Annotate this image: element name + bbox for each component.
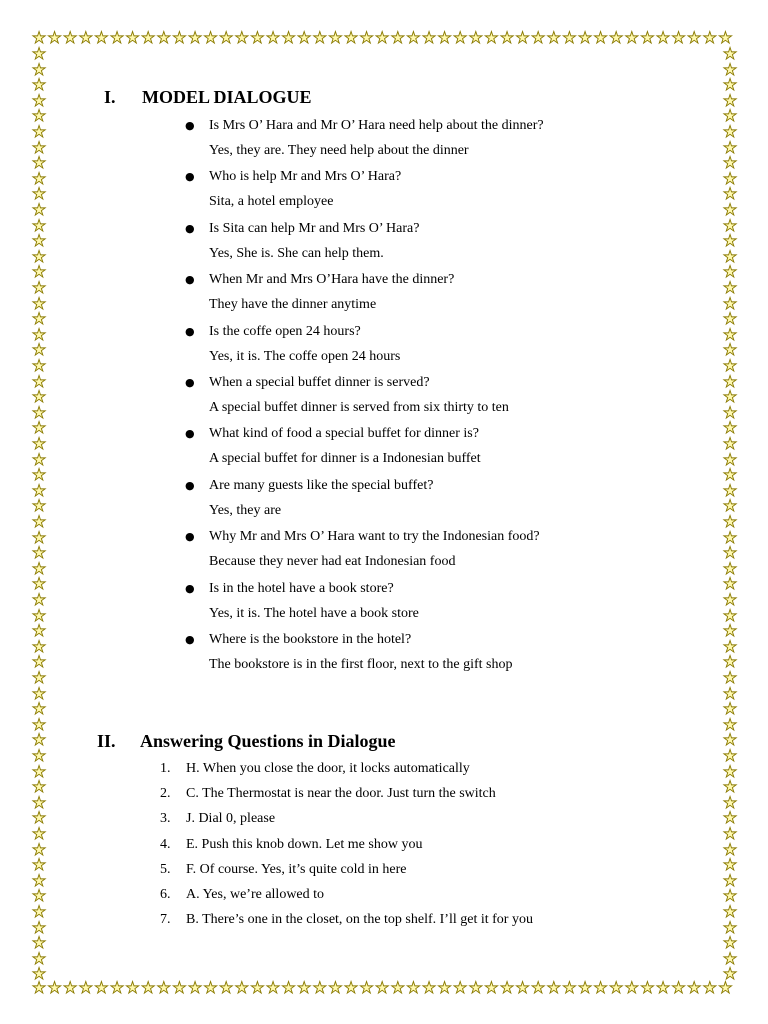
- star-icon: ★: [722, 402, 738, 422]
- star-icon: ★: [219, 28, 234, 47]
- star-icon: ★: [375, 28, 390, 47]
- bullet-icon: ●: [185, 119, 195, 132]
- star-icon: ★: [722, 621, 738, 641]
- question-text: Where is the bookstore in the hotel?: [209, 632, 412, 647]
- star-icon: ★: [722, 558, 738, 578]
- star-icon: ★: [722, 90, 738, 110]
- question-text: What kind of food a special buffet for dinner is?: [209, 426, 479, 442]
- star-icon: ★: [468, 28, 483, 47]
- star-icon: ★: [265, 28, 281, 47]
- star-icon: ★: [722, 636, 738, 656]
- star-icon: ★: [31, 28, 47, 47]
- star-icon: ★: [722, 839, 738, 859]
- star-icon: ★: [31, 527, 47, 547]
- star-icon: ★: [722, 200, 738, 219]
- star-icon: ★: [203, 978, 218, 997]
- star-icon: ★: [31, 574, 47, 594]
- star-icon: ★: [546, 28, 561, 47]
- star-icon: ★: [577, 28, 593, 47]
- item-number: 4.: [160, 836, 171, 852]
- star-icon: ★: [31, 870, 47, 890]
- bullet-icon: ●: [185, 170, 195, 184]
- star-icon: ★: [722, 480, 738, 500]
- star-icon: ★: [531, 978, 546, 997]
- star-icon: ★: [31, 465, 47, 485]
- star-icon: ★: [31, 418, 47, 438]
- item-text: F. Of course. Yes, it’s quite cold in here: [186, 861, 407, 877]
- star-icon: ★: [31, 402, 47, 422]
- star-icon: ★: [31, 215, 47, 235]
- star-icon: ★: [187, 28, 203, 47]
- star-icon: ★: [375, 978, 390, 997]
- star-icon: ★: [63, 28, 78, 47]
- star-icon: ★: [722, 324, 738, 344]
- star-icon: ★: [312, 978, 327, 997]
- question-text: Who is help Mr and Mrs O’ Hara?: [209, 169, 402, 185]
- answer-text: A special buffet for dinner is a Indonesian buffet: [209, 451, 481, 467]
- star-icon: ★: [234, 978, 249, 997]
- star-icon: ★: [31, 917, 47, 937]
- star-icon: ★: [687, 28, 702, 47]
- star-icon: ★: [31, 90, 47, 110]
- star-icon: ★: [722, 512, 738, 531]
- star-icon: ★: [453, 28, 468, 47]
- star-icon: ★: [78, 978, 93, 997]
- bullet-icon: ●: [185, 221, 195, 235]
- item-number: 5.: [160, 861, 171, 877]
- star-icon: ★: [31, 824, 47, 843]
- star-icon: ★: [718, 978, 733, 997]
- item-text: B. There’s one in the closet, on the top shelf. I’ll get it for you: [186, 912, 533, 928]
- star-icon: ★: [722, 153, 738, 173]
- star-icon: ★: [722, 699, 738, 719]
- answer-text: They have the dinner anytime: [209, 297, 377, 313]
- star-icon: ★: [281, 28, 296, 47]
- star-icon: ★: [499, 978, 515, 997]
- star-icon: ★: [722, 948, 738, 968]
- star-icon: ★: [722, 792, 738, 812]
- star-icon: ★: [562, 978, 577, 997]
- item-text: C. The Thermostat is near the door. Just turn the switch: [186, 786, 496, 802]
- star-icon: ★: [722, 808, 738, 828]
- star-icon: ★: [722, 449, 738, 469]
- star-icon: ★: [722, 605, 738, 625]
- answer-text: Yes, they are. They need help about the dinner: [209, 143, 469, 158]
- star-icon: ★: [722, 652, 738, 672]
- star-icon: ★: [722, 496, 738, 516]
- star-icon: ★: [31, 839, 47, 859]
- star-icon: ★: [250, 28, 265, 47]
- star-icon: ★: [437, 978, 452, 997]
- star-icon: ★: [406, 28, 421, 47]
- star-icon: ★: [31, 324, 47, 344]
- star-icon: ★: [722, 387, 738, 407]
- star-icon: ★: [31, 652, 47, 672]
- star-icon: ★: [31, 75, 47, 95]
- answer-text: Because they never had eat Indonesian food: [209, 554, 456, 570]
- star-icon: ★: [722, 714, 738, 734]
- star-icon: ★: [722, 231, 738, 251]
- answer-text: Yes, She is. She can help them.: [209, 245, 384, 261]
- section-title: MODEL DIALOGUE: [142, 87, 312, 107]
- section-number: I.: [104, 87, 116, 107]
- star-icon: ★: [31, 356, 47, 375]
- star-icon: ★: [31, 293, 47, 313]
- star-icon: ★: [47, 978, 62, 997]
- star-icon: ★: [655, 978, 671, 997]
- star-icon: ★: [437, 28, 452, 47]
- star-icon: ★: [31, 902, 47, 921]
- star-icon: ★: [31, 558, 47, 578]
- star-icon: ★: [31, 543, 47, 563]
- star-icon: ★: [343, 978, 359, 997]
- star-icon: ★: [31, 621, 47, 641]
- star-icon: ★: [421, 28, 437, 47]
- item-number: 1.: [160, 761, 171, 776]
- star-icon: ★: [31, 730, 47, 750]
- bullet-icon: ●: [185, 324, 195, 338]
- star-icon: ★: [31, 246, 47, 266]
- star-icon: ★: [722, 543, 738, 563]
- star-icon: ★: [31, 168, 47, 188]
- star-icon: ★: [702, 978, 717, 997]
- star-icon: ★: [219, 978, 234, 997]
- star-icon: ★: [722, 527, 738, 547]
- star-icon: ★: [343, 28, 359, 47]
- star-icon: ★: [31, 480, 47, 500]
- star-icon: ★: [31, 792, 47, 812]
- star-icon: ★: [722, 855, 738, 875]
- star-icon: ★: [722, 418, 738, 438]
- star-icon: ★: [297, 978, 312, 997]
- star-icon: ★: [624, 978, 639, 997]
- star-icon: ★: [31, 434, 47, 453]
- question-text: Is the coffe open 24 hours?: [209, 323, 361, 339]
- question-text: Is in the hotel have a book store?: [209, 580, 394, 596]
- answer-text: Yes, it is. The hotel have a book store: [209, 605, 419, 621]
- question-text: Is Mrs O’ Hara and Mr O’ Hara need help about the dinner?: [209, 118, 544, 133]
- star-icon: ★: [31, 933, 47, 953]
- star-icon: ★: [609, 28, 624, 47]
- star-icon: ★: [312, 28, 327, 47]
- star-icon: ★: [722, 683, 738, 703]
- star-icon: ★: [722, 137, 738, 157]
- section-number: II.: [97, 731, 116, 751]
- star-icon: ★: [31, 387, 47, 407]
- star-icon: ★: [722, 434, 738, 453]
- star-icon: ★: [624, 28, 639, 47]
- star-icon: ★: [172, 978, 187, 997]
- question-text: Are many guests like the special buffet?: [209, 477, 434, 493]
- star-icon: ★: [141, 28, 156, 47]
- item-number: 6.: [160, 887, 171, 902]
- star-icon: ★: [125, 978, 140, 997]
- star-icon: ★: [187, 978, 203, 997]
- star-icon: ★: [31, 309, 47, 329]
- star-icon: ★: [722, 777, 738, 797]
- star-icon: ★: [125, 28, 140, 47]
- star-icon: ★: [31, 777, 47, 797]
- star-icon: ★: [31, 262, 47, 282]
- answer-text: Yes, it is. The coffe open 24 hours: [209, 348, 401, 364]
- star-icon: ★: [722, 246, 738, 266]
- star-icon: ★: [722, 106, 738, 126]
- star-icon: ★: [31, 44, 47, 63]
- star-icon: ★: [172, 28, 187, 47]
- item-text: J. Dial 0, please: [186, 811, 276, 827]
- bullet-icon: ●: [185, 633, 195, 646]
- star-icon: ★: [722, 886, 738, 906]
- star-icon: ★: [722, 964, 738, 984]
- section-title: Answering Questions in Dialogue: [140, 731, 396, 751]
- star-icon: ★: [722, 184, 738, 204]
- star-icon: ★: [722, 168, 738, 188]
- star-icon: ★: [94, 978, 109, 997]
- star-icon: ★: [722, 730, 738, 750]
- star-icon: ★: [31, 978, 47, 997]
- star-icon: ★: [109, 978, 125, 997]
- star-icon: ★: [484, 28, 499, 47]
- star-icon: ★: [484, 978, 499, 997]
- star-icon: ★: [156, 978, 171, 997]
- star-icon: ★: [722, 590, 738, 609]
- star-icon: ★: [250, 978, 265, 997]
- star-icon: ★: [31, 278, 47, 297]
- star-icon: ★: [297, 28, 312, 47]
- star-icon: ★: [609, 978, 624, 997]
- star-icon: ★: [31, 761, 47, 781]
- item-text: E. Push this knob down. Let me show you: [186, 836, 423, 852]
- star-icon: ★: [722, 668, 738, 687]
- star-icon: ★: [593, 978, 608, 997]
- bullet-icon: ●: [185, 478, 195, 492]
- star-icon: ★: [531, 28, 546, 47]
- star-icon: ★: [31, 699, 47, 719]
- star-icon: ★: [722, 44, 738, 63]
- star-icon: ★: [31, 231, 47, 251]
- star-icon: ★: [31, 808, 47, 828]
- bullet-icon: ●: [185, 581, 195, 595]
- answer-text: Yes, they are: [209, 502, 282, 518]
- star-icon: ★: [328, 28, 343, 47]
- star-icon: ★: [234, 28, 249, 47]
- star-icon: ★: [722, 75, 738, 95]
- star-icon: ★: [31, 371, 47, 391]
- star-icon: ★: [359, 978, 374, 997]
- bullet-icon: ●: [185, 530, 195, 544]
- star-icon: ★: [722, 933, 738, 953]
- star-icon: ★: [406, 978, 421, 997]
- star-icon: ★: [722, 278, 738, 297]
- star-icon: ★: [718, 28, 733, 47]
- star-icon: ★: [671, 978, 686, 997]
- star-icon: ★: [31, 964, 47, 984]
- item-number: 3.: [160, 811, 171, 827]
- star-icon: ★: [31, 886, 47, 906]
- star-icon: ★: [31, 714, 47, 734]
- bullet-icon: ●: [185, 273, 195, 287]
- star-icon: ★: [78, 28, 93, 47]
- question-text: Is Sita can help Mr and Mrs O’ Hara?: [209, 220, 420, 236]
- star-icon: ★: [722, 870, 738, 890]
- star-icon: ★: [31, 590, 47, 609]
- star-icon: ★: [468, 978, 483, 997]
- star-icon: ★: [281, 978, 296, 997]
- star-icon: ★: [640, 28, 655, 47]
- star-icon: ★: [515, 28, 530, 47]
- star-icon: ★: [722, 122, 738, 141]
- star-icon: ★: [156, 28, 171, 47]
- star-icon: ★: [31, 200, 47, 219]
- star-icon: ★: [640, 978, 655, 997]
- star-icon: ★: [109, 28, 125, 47]
- star-icon: ★: [722, 309, 738, 329]
- star-icon: ★: [31, 512, 47, 531]
- star-icon: ★: [31, 605, 47, 625]
- star-icon: ★: [31, 106, 47, 126]
- star-icon: ★: [63, 978, 78, 997]
- star-icon: ★: [421, 978, 437, 997]
- star-icon: ★: [390, 978, 405, 997]
- star-icon: ★: [562, 28, 577, 47]
- star-icon: ★: [31, 184, 47, 204]
- star-icon: ★: [203, 28, 218, 47]
- star-icon: ★: [31, 948, 47, 968]
- star-icon: ★: [31, 122, 47, 141]
- star-icon: ★: [94, 28, 109, 47]
- star-icon: ★: [702, 28, 717, 47]
- star-icon: ★: [593, 28, 608, 47]
- bullet-icon: ●: [185, 427, 195, 441]
- star-icon: ★: [722, 824, 738, 843]
- star-icon: ★: [31, 59, 47, 79]
- star-icon: ★: [31, 340, 47, 360]
- star-icon: ★: [265, 978, 281, 997]
- star-icon: ★: [31, 855, 47, 875]
- star-icon: ★: [722, 293, 738, 313]
- star-icon: ★: [546, 978, 561, 997]
- answer-text: The bookstore is in the first floor, next to the gift shop: [209, 657, 513, 672]
- star-icon: ★: [722, 356, 738, 375]
- item-number: 7.: [160, 912, 171, 928]
- star-icon: ★: [515, 978, 530, 997]
- star-icon: ★: [31, 746, 47, 765]
- star-icon: ★: [722, 59, 738, 79]
- star-icon: ★: [722, 262, 738, 282]
- star-icon: ★: [31, 153, 47, 173]
- star-icon: ★: [31, 449, 47, 469]
- star-icon: ★: [722, 465, 738, 485]
- bullet-icon: ●: [185, 376, 195, 389]
- star-icon: ★: [671, 28, 686, 47]
- star-icon: ★: [722, 746, 738, 765]
- star-icon: ★: [453, 978, 468, 997]
- star-icon: ★: [47, 28, 62, 47]
- star-icon: ★: [359, 28, 374, 47]
- star-icon: ★: [499, 28, 515, 47]
- star-icon: ★: [31, 636, 47, 656]
- star-icon: ★: [722, 215, 738, 235]
- star-icon: ★: [328, 978, 343, 997]
- star-icon: ★: [577, 978, 593, 997]
- item-text: A. Yes, we’re allowed to: [186, 887, 325, 902]
- item-text: H. When you close the door, it locks automatically: [186, 761, 470, 776]
- star-icon: ★: [31, 668, 47, 687]
- star-icon: ★: [722, 917, 738, 937]
- star-icon: ★: [722, 761, 738, 781]
- star-icon: ★: [31, 496, 47, 516]
- star-icon: ★: [141, 978, 156, 997]
- star-icon: ★: [722, 574, 738, 594]
- star-icon: ★: [722, 902, 738, 921]
- star-icon: ★: [31, 683, 47, 703]
- item-number: 2.: [160, 786, 171, 802]
- question-text: When a special buffet dinner is served?: [209, 375, 430, 390]
- question-text: When Mr and Mrs O’Hara have the dinner?: [209, 272, 455, 288]
- question-text: Why Mr and Mrs O’ Hara want to try the Indonesian food?: [209, 529, 540, 545]
- star-icon: ★: [390, 28, 405, 47]
- answer-text: A special buffet dinner is served from six thirty to ten: [209, 400, 509, 415]
- star-icon: ★: [687, 978, 702, 997]
- star-icon: ★: [31, 137, 47, 157]
- answer-text: Sita, a hotel employee: [209, 194, 334, 210]
- star-icon: ★: [655, 28, 671, 47]
- star-icon: ★: [722, 371, 738, 391]
- star-icon: ★: [722, 340, 738, 360]
